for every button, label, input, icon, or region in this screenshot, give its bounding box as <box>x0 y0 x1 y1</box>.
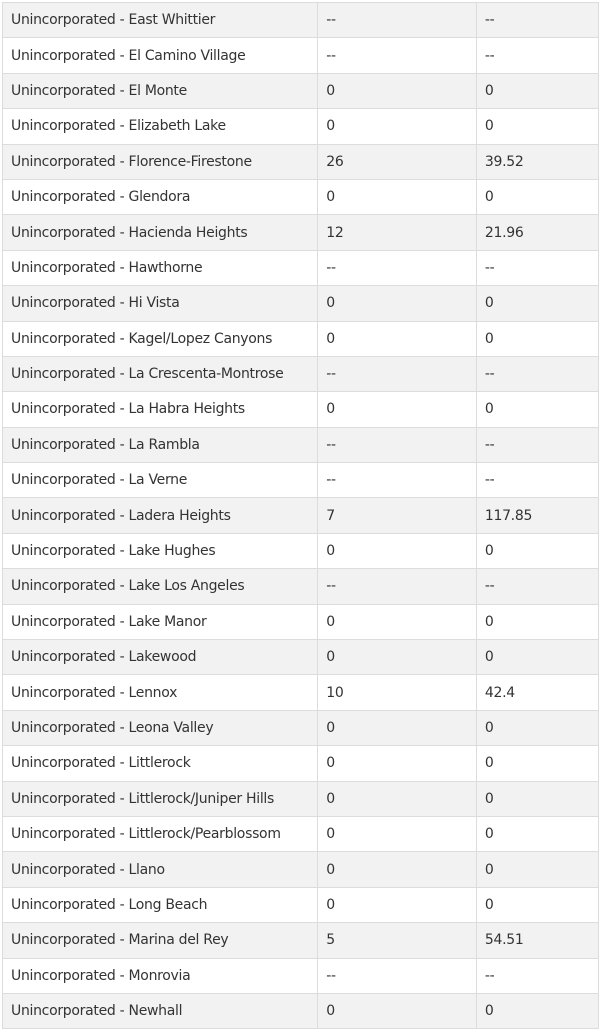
value-b-cell: 0 <box>476 73 598 108</box>
table-row <box>3 604 599 639</box>
value-b-cell: -- <box>476 463 598 498</box>
value-a-cell: 0 <box>318 73 477 108</box>
value-b-cell: 0 <box>476 852 598 887</box>
table-row <box>3 781 599 816</box>
table-row <box>3 250 599 285</box>
community-name-cell: Unincorporated - Marina del Rey <box>3 923 318 958</box>
community-name-cell: Unincorporated - Newhall <box>3 993 318 1028</box>
community-name-cell: Unincorporated - Lakewood <box>3 640 318 675</box>
table-row <box>3 887 599 922</box>
table-row <box>3 498 599 533</box>
value-a-cell: -- <box>318 38 477 73</box>
table-row <box>3 321 599 356</box>
community-name-cell: Unincorporated - Elizabeth Lake <box>3 109 318 144</box>
value-a-cell: 0 <box>318 640 477 675</box>
table-row <box>3 109 599 144</box>
community-name-cell: Unincorporated - El Monte <box>3 73 318 108</box>
community-name-cell: Unincorporated - Llano <box>3 852 318 887</box>
value-a-cell: 0 <box>318 286 477 321</box>
value-b-cell: 0 <box>476 640 598 675</box>
value-a-cell: 0 <box>318 887 477 922</box>
value-b-cell: 0 <box>476 604 598 639</box>
table-row <box>3 463 599 498</box>
table-row <box>3 993 599 1028</box>
value-b-cell: 39.52 <box>476 144 598 179</box>
community-name-cell: Unincorporated - Lake Manor <box>3 604 318 639</box>
community-name-cell: Unincorporated - Kagel/Lopez Canyons <box>3 321 318 356</box>
value-b-cell: -- <box>476 3 598 38</box>
value-b-cell: 0 <box>476 321 598 356</box>
value-a-cell: 0 <box>318 392 477 427</box>
value-b-cell: 21.96 <box>476 215 598 250</box>
table-body <box>3 3 599 1029</box>
community-name-cell: Unincorporated - Hacienda Heights <box>3 215 318 250</box>
community-name-cell: Unincorporated - Littlerock <box>3 746 318 781</box>
table-row <box>3 215 599 250</box>
value-b-cell: 0 <box>476 781 598 816</box>
table-row <box>3 286 599 321</box>
table-row <box>3 38 599 73</box>
value-a-cell: 0 <box>318 993 477 1028</box>
table-row <box>3 144 599 179</box>
table-row <box>3 816 599 851</box>
value-b-cell: -- <box>476 250 598 285</box>
value-a-cell: 0 <box>318 109 477 144</box>
value-a-cell: -- <box>318 356 477 391</box>
value-a-cell: 0 <box>318 816 477 851</box>
value-b-cell: 0 <box>476 179 598 214</box>
value-b-cell: 117.85 <box>476 498 598 533</box>
value-a-cell: -- <box>318 463 477 498</box>
table-row <box>3 710 599 745</box>
community-name-cell: Unincorporated - La Habra Heights <box>3 392 318 427</box>
community-name-cell: Unincorporated - Glendora <box>3 179 318 214</box>
value-a-cell: 7 <box>318 498 477 533</box>
value-b-cell: -- <box>476 569 598 604</box>
value-b-cell: 0 <box>476 392 598 427</box>
value-b-cell: -- <box>476 356 598 391</box>
community-name-cell: Unincorporated - La Verne <box>3 463 318 498</box>
value-b-cell: 0 <box>476 286 598 321</box>
value-a-cell: 10 <box>318 675 477 710</box>
table-row <box>3 852 599 887</box>
table-row <box>3 675 599 710</box>
value-a-cell: -- <box>318 3 477 38</box>
value-a-cell: -- <box>318 958 477 993</box>
value-b-cell: 0 <box>476 816 598 851</box>
value-b-cell: -- <box>476 38 598 73</box>
value-a-cell: 0 <box>318 710 477 745</box>
community-name-cell: Unincorporated - East Whittier <box>3 3 318 38</box>
community-name-cell: Unincorporated - Lake Los Angeles <box>3 569 318 604</box>
table-row <box>3 179 599 214</box>
community-name-cell: Unincorporated - Long Beach <box>3 887 318 922</box>
community-name-cell: Unincorporated - Lennox <box>3 675 318 710</box>
value-a-cell: 0 <box>318 604 477 639</box>
table-row <box>3 640 599 675</box>
data-table <box>2 2 599 1029</box>
value-a-cell: 26 <box>318 144 477 179</box>
table-row <box>3 356 599 391</box>
community-name-cell: Unincorporated - Hawthorne <box>3 250 318 285</box>
value-a-cell: 0 <box>318 852 477 887</box>
value-b-cell: 0 <box>476 710 598 745</box>
community-name-cell: Unincorporated - Lake Hughes <box>3 533 318 568</box>
community-name-cell: Unincorporated - Ladera Heights <box>3 498 318 533</box>
value-a-cell: 0 <box>318 746 477 781</box>
value-b-cell: 0 <box>476 993 598 1028</box>
value-b-cell: 0 <box>476 746 598 781</box>
community-name-cell: Unincorporated - Florence-Firestone <box>3 144 318 179</box>
value-a-cell: 0 <box>318 321 477 356</box>
value-a-cell: 0 <box>318 781 477 816</box>
value-a-cell: -- <box>318 427 477 462</box>
value-b-cell: -- <box>476 427 598 462</box>
table-row <box>3 392 599 427</box>
community-name-cell: Unincorporated - El Camino Village <box>3 38 318 73</box>
table-row <box>3 746 599 781</box>
value-a-cell: -- <box>318 250 477 285</box>
table-row <box>3 533 599 568</box>
table-row <box>3 427 599 462</box>
table-row <box>3 923 599 958</box>
value-b-cell: 54.51 <box>476 923 598 958</box>
community-name-cell: Unincorporated - Littlerock/Pearblossom <box>3 816 318 851</box>
value-b-cell: 42.4 <box>476 675 598 710</box>
community-name-cell: Unincorporated - La Rambla <box>3 427 318 462</box>
table-row <box>3 3 599 38</box>
community-name-cell: Unincorporated - Littlerock/Juniper Hills <box>3 781 318 816</box>
value-a-cell: 0 <box>318 533 477 568</box>
community-name-cell: Unincorporated - La Crescenta-Montrose <box>3 356 318 391</box>
value-b-cell: 0 <box>476 109 598 144</box>
value-a-cell: -- <box>318 569 477 604</box>
value-b-cell: -- <box>476 958 598 993</box>
value-a-cell: 12 <box>318 215 477 250</box>
value-a-cell: 0 <box>318 179 477 214</box>
table-row <box>3 958 599 993</box>
value-b-cell: 0 <box>476 887 598 922</box>
table-row <box>3 569 599 604</box>
community-name-cell: Unincorporated - Leona Valley <box>3 710 318 745</box>
community-name-cell: Unincorporated - Monrovia <box>3 958 318 993</box>
value-b-cell: 0 <box>476 533 598 568</box>
community-name-cell: Unincorporated - Hi Vista <box>3 286 318 321</box>
table-row <box>3 73 599 108</box>
value-a-cell: 5 <box>318 923 477 958</box>
